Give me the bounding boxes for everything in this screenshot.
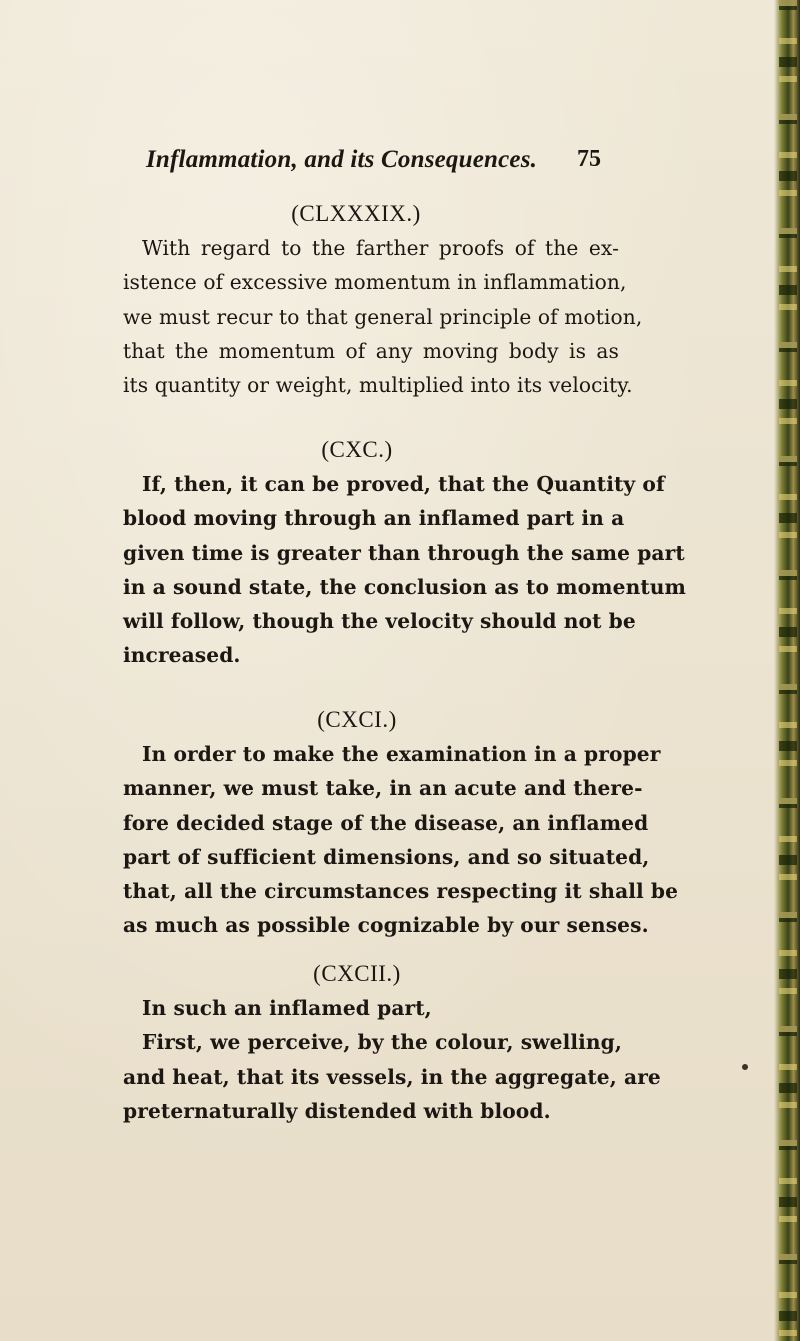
text-line: istence of excessive momentum in inflammation, [123,270,627,295]
section-clxxxix [123,197,643,402]
text-line: If, then, it can be proved, that the Quantity of [142,472,665,496]
ink-spot [742,1064,748,1070]
text-line: we must recur to that general principle of motion, [123,304,643,329]
section-cxcii [123,957,661,1128]
text-line: as much as possible cognizable by our senses. [123,913,649,938]
section-numeral: (CXCII.) [313,961,401,986]
text-line: that the momentum of any moving body is as [123,338,619,363]
page-edge-texture [779,0,797,1341]
text-line: will follow, though the velocity should not be [123,609,636,634]
text-line: In order to make the examination in a proper [142,742,661,766]
page-number: 75 [577,146,601,172]
text-line: fore decided stage of the disease, an inflamed [123,810,649,835]
section-numeral: (CLXXXIX.) [291,201,421,226]
text-line: increased. [123,643,241,668]
section-numeral: (CXC.) [321,437,393,462]
section-cxc [123,433,687,673]
section-numeral: (CXCI.) [317,707,397,732]
text-line: given time is greater than through the same part [123,540,685,565]
text-line: In such an inflamed part, [142,996,432,1020]
page-header [146,146,606,180]
text-line: blood moving through an inflamed part in a [123,506,625,531]
section-cxci [123,703,679,943]
text-line: that, all the circumstances respecting it shall be [123,879,679,904]
text-line: part of sufficient dimensions, and so situated, [123,844,650,869]
text-line: With regard to the farther proofs of the ex- [142,236,619,260]
text-line: preternaturally distended with blood. [123,1098,551,1123]
text-line: its quantity or weight, multiplied into its velocity. [123,373,633,398]
text-line: First, we perceive, by the colour, swelling, [142,1030,623,1055]
text-line: in a sound state, the conclusion as to momentum [123,574,687,599]
text-line: and heat, that its vessels, in the aggregate, are [123,1064,661,1089]
text-line: manner, we must take, in an acute and there- [123,776,643,801]
running-title: Inflammation, and its Consequences. [146,146,538,173]
